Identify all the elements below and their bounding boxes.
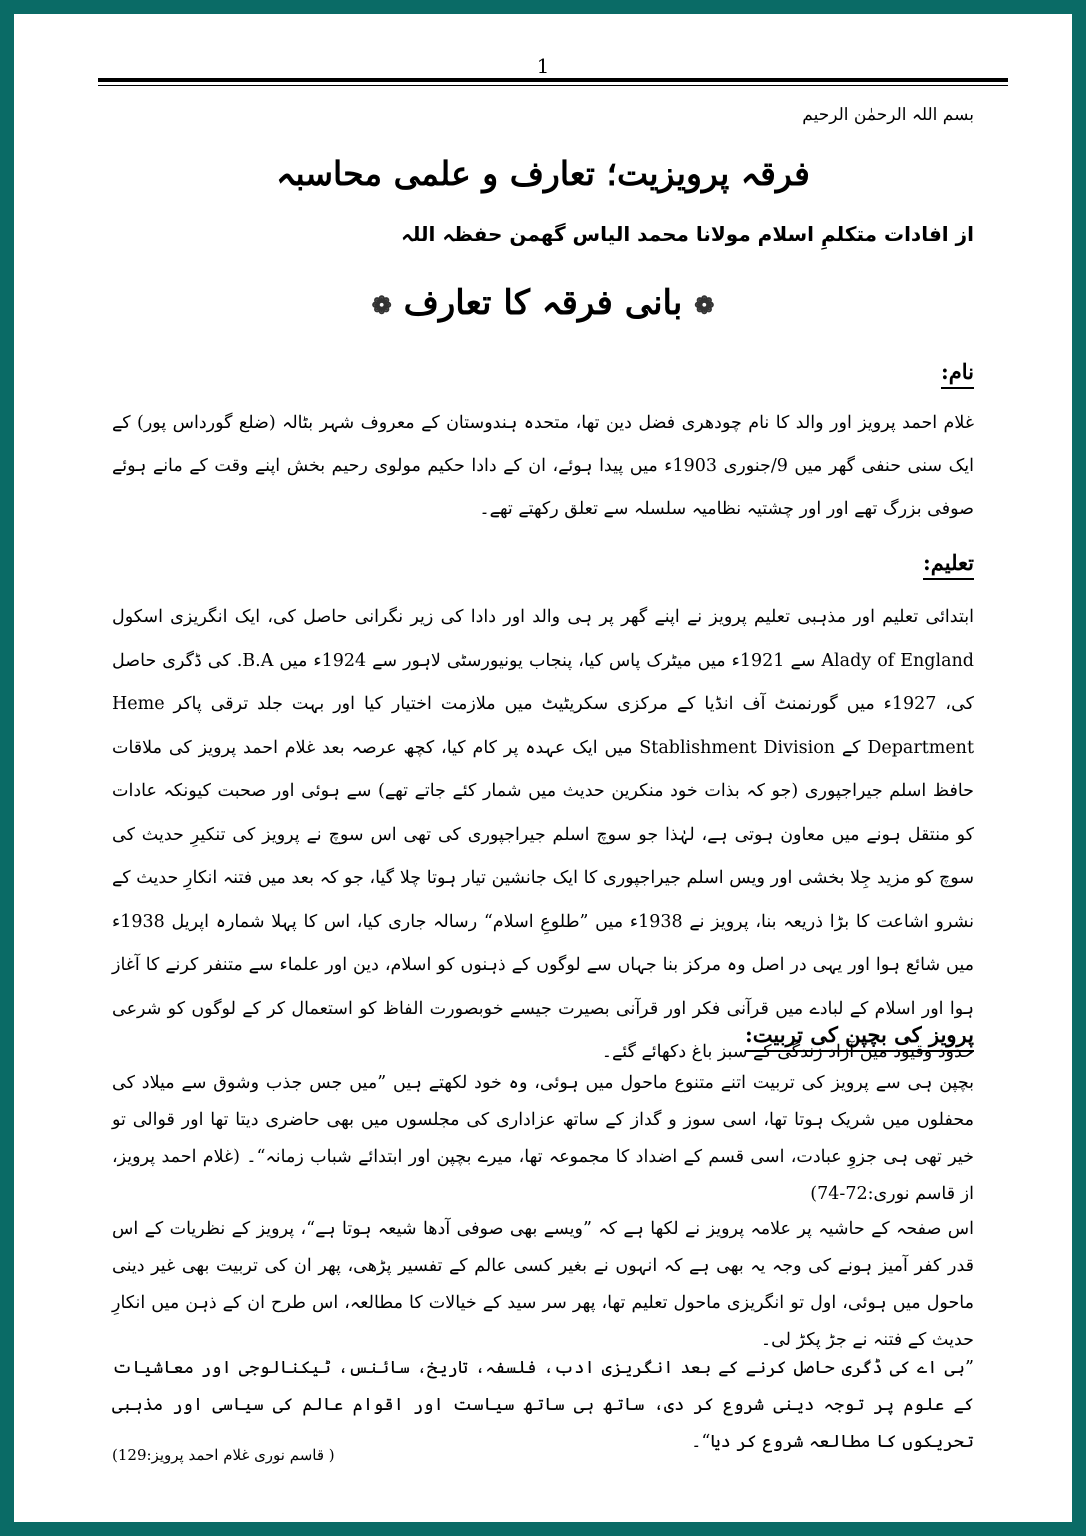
- paragraph-upbringing-3: ”بی اے کی ڈگری حاصل کرنے کے بعد انگریزی ادب، فلسفہ، تاریخ، سائنس، ٹیکنالوجی اور معاشیات کے علوم پر توجہ دینی شروع کر دی، ساتھ ہی ساتھ سیاست اور اقوام عالم کی سیاسی اور مذہبی تحریکوں کا مطالعہ شروع کر دیا“۔: [112, 1358, 974, 1452]
- reference-citation: ( قاسم نوری غلام احمد پرویز:129): [112, 1446, 335, 1464]
- section-title: [14, 282, 1072, 323]
- author-line: از افادات متکلمِ اسلام مولانا محمد الیاس گھمن حفظہ اللہ: [401, 222, 974, 246]
- page-number: 1: [536, 54, 550, 78]
- heading-upbringing: پرویز کی بچپن کی تربیت:: [745, 1022, 974, 1052]
- paragraph-upbringing-1: بچپن ہی سے پرویز کی تربیت اتنے متنوع ماحول میں ہوئی، وہ خود لکھتے ہیں ”میں جس جذب وشوق سے میلاد کی محفلوں میں شریک ہوتا تھا، اسی سوز و گداز کے ساتھ عزاداری کی مجلسوں میں بھی حاضری دیتا تھا اور قوالی تو خیر تھی ہی جزوِ عبادت، اسی قسم کے اضداد کا مجموعہ تھا، میرے بچپن اور ابتدائے شباب زمانہ“۔ (غلام احمد پرویز، از قاسم نوری:72-74): [112, 1073, 974, 1204]
- ornament-icon: ❁: [371, 290, 392, 320]
- section-title-text: بانی فرقہ کا تعارف: [403, 283, 683, 323]
- document-title: فرقہ پرویزیت؛ تعارف و علمی محاسبہ: [276, 154, 810, 193]
- ornament-icon: ❁: [694, 290, 715, 320]
- bismillah: بسم اللہ الرحمٰن الرحیم: [802, 105, 974, 125]
- header-rule: [98, 78, 1008, 82]
- paragraph-upbringing-2: اس صفحہ کے حاشیہ پر علامہ پرویز نے لکھا ہے کہ ”ویسے بھی صوفی آدھا شیعہ ہوتا ہے“، پرویز کے نظریات کے اس قدر کفر آمیز ہونے کی وجہ یہ بھی ہے کہ انہوں نے بغیر کسی عالم کے تفسیر پڑھی، پھر ان کی تربیت بھی غیر دینی ماحول میں ہوئی، اول تو انگریزی ماحول تعلیم تھا، پھر سر سید کے خیالات کا مطالعہ، اس طرح ان کے ذہن میں انکارِ حدیث کے فتنہ نے جڑ پکڑ لی۔: [112, 1219, 974, 1350]
- heading-name: نام:: [941, 359, 974, 389]
- heading-education: تعلیم:: [923, 550, 974, 580]
- paragraph-name: غلام احمد پرویز اور والد کا نام چودھری فضل دین تھا، متحدہ ہندوستان کے معروف شہر بٹالہ (ضلع گورداس پور) کے ایک سنی حنفی گھر میں 9/جنوری 1903ء میں پیدا ہوئے، ان کے دادا حکیم مولوی رحیم بخش اپنے وقت کے مانے ہوئے صوفی بزرگ تھے اور اور چشتیہ نظامیہ سلسلہ سے تعلق رکھتے تھے۔: [112, 413, 974, 519]
- paragraph-education: ابتدائی تعلیم اور مذہبی تعلیم پرویز نے اپنے گھر پر ہی والد اور دادا کی زیر نگرانی حاصل کی، ایک انگریزی اسکول Alady of England سے 1921ء میں میٹرک پاس کیا، پنجاب یونیورسٹی لاہور سے 1924ء میں B.A. کی ڈگری حاصل کی، 1927ء میں گورنمنٹ آف انڈیا کے مرکزی سکریٹیٹ میں ملازمت اختیار کیا اور بہت جلد ترقی پاکر Heme Department کے Stablishment Division میں ایک عہدہ پر کام کیا، کچھ عرصہ بعد غلام احمد پرویز کی ملاقات حافظ اسلم جیراجپوری (جو کہ بذات خود منکرین حدیث میں شمار کئے جاتے تھے) سے ہوئی اور صحبت کیونکہ عادات کو منتقل ہونے میں معاون ہوتی ہے، لہٰذا جو سوچ اسلم جیراجپوری کی تھی اس سوچ نے پرویز کی تنکیرِ حدیث کی سوچ کو مزید جِلا بخشی اور ویس اسلم جیراجپوری کا ایک جانشین تیار ہوتا چلا گیا، جو کہ بعد میں فتنہ انکارِ حدیث کے نشرو اشاعت کا بڑا ذریعہ بنا، پرویز نے 1938ء میں ”طلوعِ اسلام“ رسالہ جاری کیا، اس کا پہلا شمارہ اپریل 1938ء میں شائع ہوا اور یہی در اصل وہ مرکز بنا جہاں سے لوگوں کے ذہنوں کو اسلام، دین اور علماء سے متنفر کرنے کا آغاز ہوا اور اسلام کے لبادے میں قرآنی فکر اور قرآنی بصیرت جیسے خوبصورت الفاظ کو استعمال کر کے لوگوں کو شرعی حدود وقیود میں آزاد زندگی کے سبز باغ دکھائے گئے۔: [112, 607, 974, 1062]
